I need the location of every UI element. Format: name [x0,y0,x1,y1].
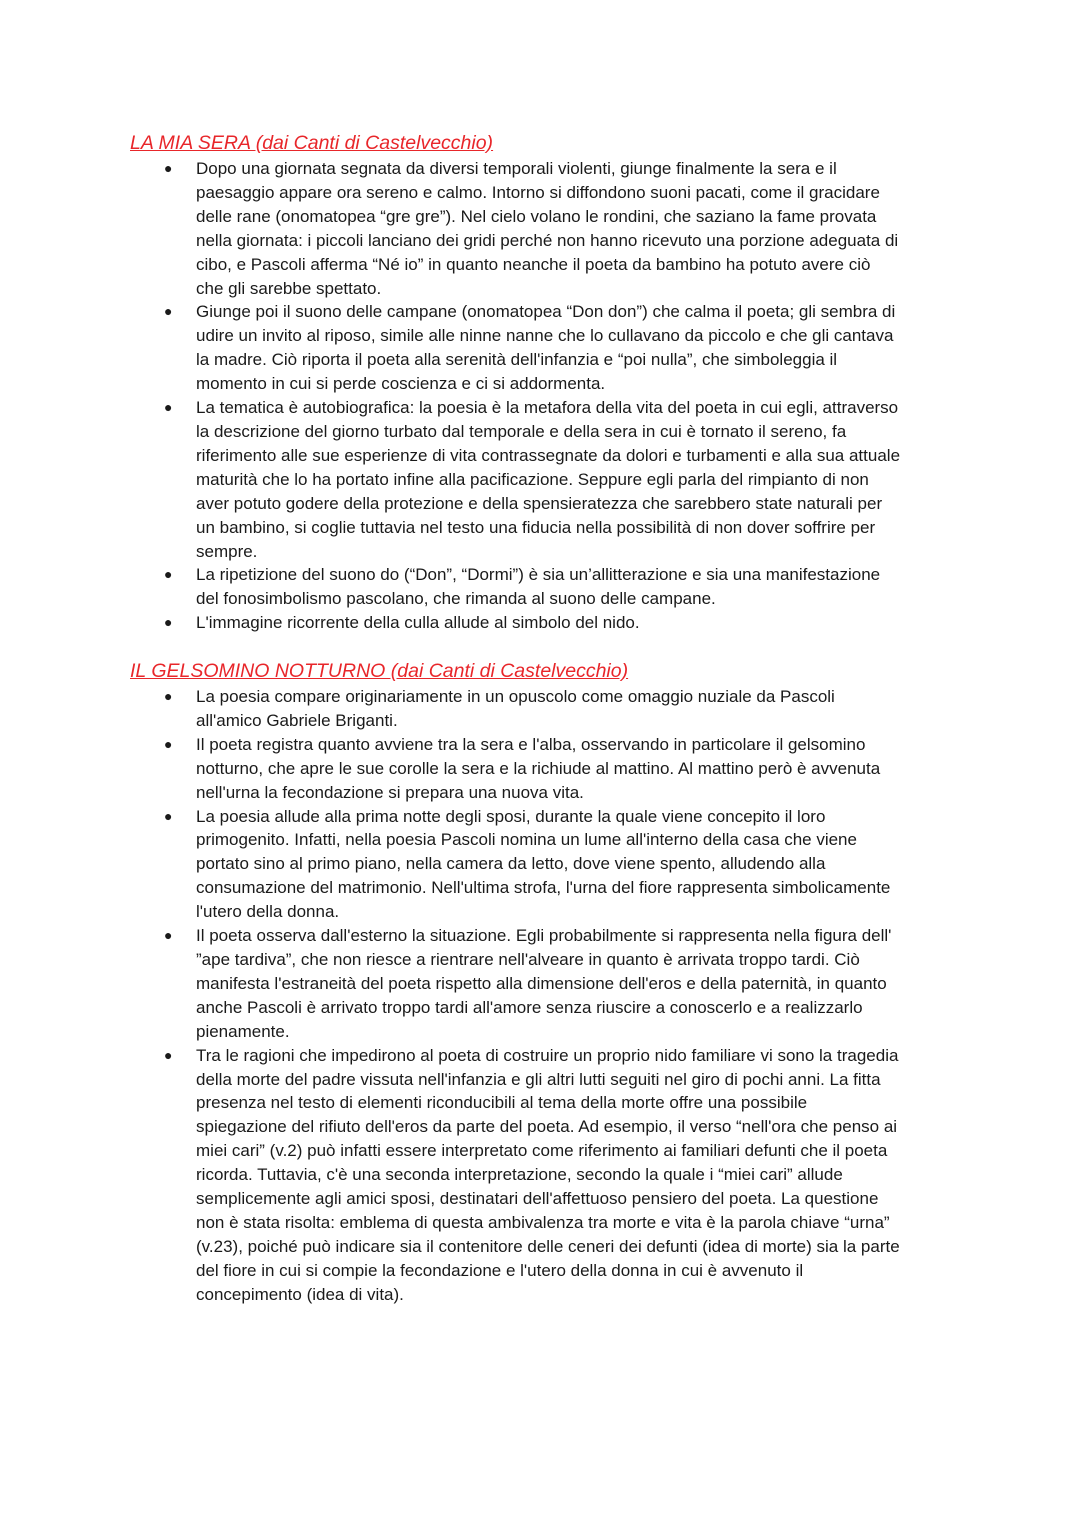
section-heading: IL GELSOMINO NOTTURNO (dai Canti di Castelvecchio) [130,660,629,682]
bullet-text-line: riferimento alle sue esperienze di vita contrassegnate da dolori e turbamenti e alla sua attuale [196,445,901,465]
bullet-text-line: che gli sarebbe spettato. [196,278,382,298]
bullet-item [130,396,960,563]
bullet-text-line: nella giornata: i piccoli lanciano dei gridi perché non hanno ricevuto una porzione adeguata di [196,230,899,250]
bullet-dot-icon: ● [164,614,173,631]
bullet-text-line: portato sino al primo piano, nella camera da letto, dove viene spento, alludendo alla [196,854,826,874]
bullet-text-line: udire un invito al riposo, simile alle ninne nanne che lo cullavano da piccolo e che gli cantava [196,326,894,346]
bullet-item [130,924,960,1044]
bullet-text-line: La ripetizione del suono do (“Don”, “Dormi”) è sia un’allitterazione e sia una manifestazione [196,565,881,585]
bullet-list [130,157,960,635]
bullet-list [130,685,960,1307]
bullet-dot-icon: ● [164,807,173,824]
bullet-text-line: l'utero della donna. [196,902,340,922]
bullet-text-line: Tra le ragioni che impedirono al poeta di costruire un proprio nido familiare vi sono la tragedia [196,1045,899,1065]
bullet-item [130,685,960,733]
bullet-item [130,805,960,925]
bullet-text-line: all'amico Gabriele Briganti. [196,710,398,730]
bullet-text-line: La poesia compare originariamente in un opuscolo come omaggio nuziale da Pascoli [196,687,835,706]
bullet-item [130,300,960,396]
bullet-dot-icon: ● [164,735,173,752]
bullet-text-line: paesaggio appare ora sereno e calmo. Intorno si diffondono suoni pacati, come il gracidare [196,182,880,202]
bullet-text-line: delle rane (onomatopea “gre gre”). Nel cielo volano le rondini, che saziano la fame provata [196,206,877,226]
bullet-dot-icon: ● [164,160,173,176]
bullet-dot-icon: ● [164,303,173,320]
bullet-dot-icon: ● [164,688,173,704]
bullet-text-line: concepimento (idea di vita). [196,1284,404,1304]
bullet-dot-icon: ● [164,1046,173,1063]
bullet-text-line: semplicemente agli amici sposi, destinatari dell'affettuoso pensiero del poeta. La questione [196,1189,879,1209]
bullet-text-line: miei cari” (v.2) può infatti essere interpretato come riferimento ai familiari defunti che il poeta [196,1141,888,1161]
bullet-text-line: un bambino, si coglie tuttavia nel testo una fiducia nella possibilità di non dover soffrire per [196,517,876,537]
bullet-item [130,157,960,300]
bullet-text-line: Giunge poi il suono delle campane (onomatopea “Don don”) che calma il poeta; gli sembra di [196,302,896,322]
bullet-dot-icon: ● [164,566,173,583]
bullet-text-line: cibo, e Pascoli afferma “Né io” in quanto neanche il poeta da bambino ha potuto avere ciò [196,254,871,274]
bullet-text-line: non è stata risolta: emblema di questa ambivalenza tra morte e vita è la parola chiave “urna” [196,1212,890,1232]
bullet-text-line: notturno, che apre le sue corolle la sera e la richiude al mattino. Al mattino però è avvenuta [196,758,881,778]
bullet-text-line: del fonosimbolismo pascolano, che rimanda al suono delle campane. [196,589,716,609]
bullet-text-line: sempre. [196,541,258,561]
bullet-text-line: pienamente. [196,1021,290,1041]
bullet-text-line: la descrizione del giorno turbato dal temporale e della sera in cui è tornato il sereno, fa [196,421,847,441]
section-heading: LA MIA SERA (dai Canti di Castelvecchio) [130,132,494,154]
section-il-gelsomino-notturno [130,659,960,1307]
bullet-text-line: manifesta l'estraneità del poeta rispetto alla dimensione dell'eros e della paternità, in quanto [196,973,887,993]
bullet-text-line: momento in cui si perde coscienza e ci si addormenta. [196,374,606,394]
bullet-text-line: consumazione del matrimonio. Nell'ultima strofa, l'urna del fiore rappresenta simbolicamente [196,878,891,898]
bullet-text-line: la madre. Ciò riporta il poeta alla serenità dell'infanzia e “poi nulla”, che simboleggia il [196,350,838,370]
bullet-text-line: La tematica è autobiografica: la poesia è la metafora della vita del poeta in cui egli, attraverso [196,398,899,418]
bullet-text-line: (v.23), poiché può indicare sia il contenitore delle ceneri dei defunti (idea di morte) sia la parte [196,1236,900,1256]
bullet-text-line: aver potuto godere della protezione e della spensieratezza che sarebbero state naturali per [196,493,883,513]
section-la-mia-sera [130,131,960,635]
bullet-text-line: presenza nel testo di elementi riconducibili al tema della morte offre una possibile [196,1093,808,1113]
bullet-text-line: del fiore in cui si compie la fecondazione e l'utero della donna in cui è avvenuto il [196,1260,804,1280]
bullet-text-line: ”ape tardiva”, che non riesce a rientrare nell'alveare in quanto è arrivata troppo tardi. Ciò [196,949,860,969]
bullet-item [130,563,960,611]
bullet-text-line: anche Pascoli è arrivato troppo tardi all'amore senza riuscire a conoscerlo e a realizzarlo [196,997,863,1017]
bullet-dot-icon: ● [164,399,173,416]
bullet-text-line: Il poeta registra quanto avviene tra la sera e l'alba, osservando in particolare il gelsomino [196,734,866,754]
bullet-text-line: spiegazione del rifiuto dell'eros da parte del poeta. Ad esempio, il verso “nell'ora che penso ai [196,1117,898,1137]
bullet-text-line: maturità che lo ha portato infine alla pacificazione. Seppure egli parla del rimpianto di non [196,469,869,489]
bullet-item [130,1044,960,1307]
bullet-text-line: L'immagine ricorrente della culla allude al simbolo del nido. [196,613,640,633]
bullet-item [130,733,960,805]
bullet-text-line: Il poeta osserva dall'esterno la situazione. Egli probabilmente si rappresenta nella figura dell' [196,926,892,946]
bullet-text-line: primogenito. Infatti, nella poesia Pascoli nomina un lume all'interno della casa che viene [196,830,857,850]
bullet-text-line: La poesia allude alla prima notte degli sposi, durante la quale viene concepito il loro [196,806,826,826]
bullet-text-line: della morte del padre vissuta nell'infanzia e gli altri lutti seguiti nel giro di pochi anni. La fitta [196,1069,881,1089]
bullet-text-line: ricorda. Tuttavia, c'è una seconda interpretazione, secondo la quale i “miei cari” allude [196,1165,843,1185]
bullet-dot-icon: ● [164,927,173,944]
bullet-text-line: nell'urna la fecondazione si prepara una nuova vita. [196,782,584,802]
bullet-item [130,611,960,635]
bullet-text-line: Dopo una giornata segnata da diversi temporali violenti, giunge finalmente la sera e il [196,159,837,178]
